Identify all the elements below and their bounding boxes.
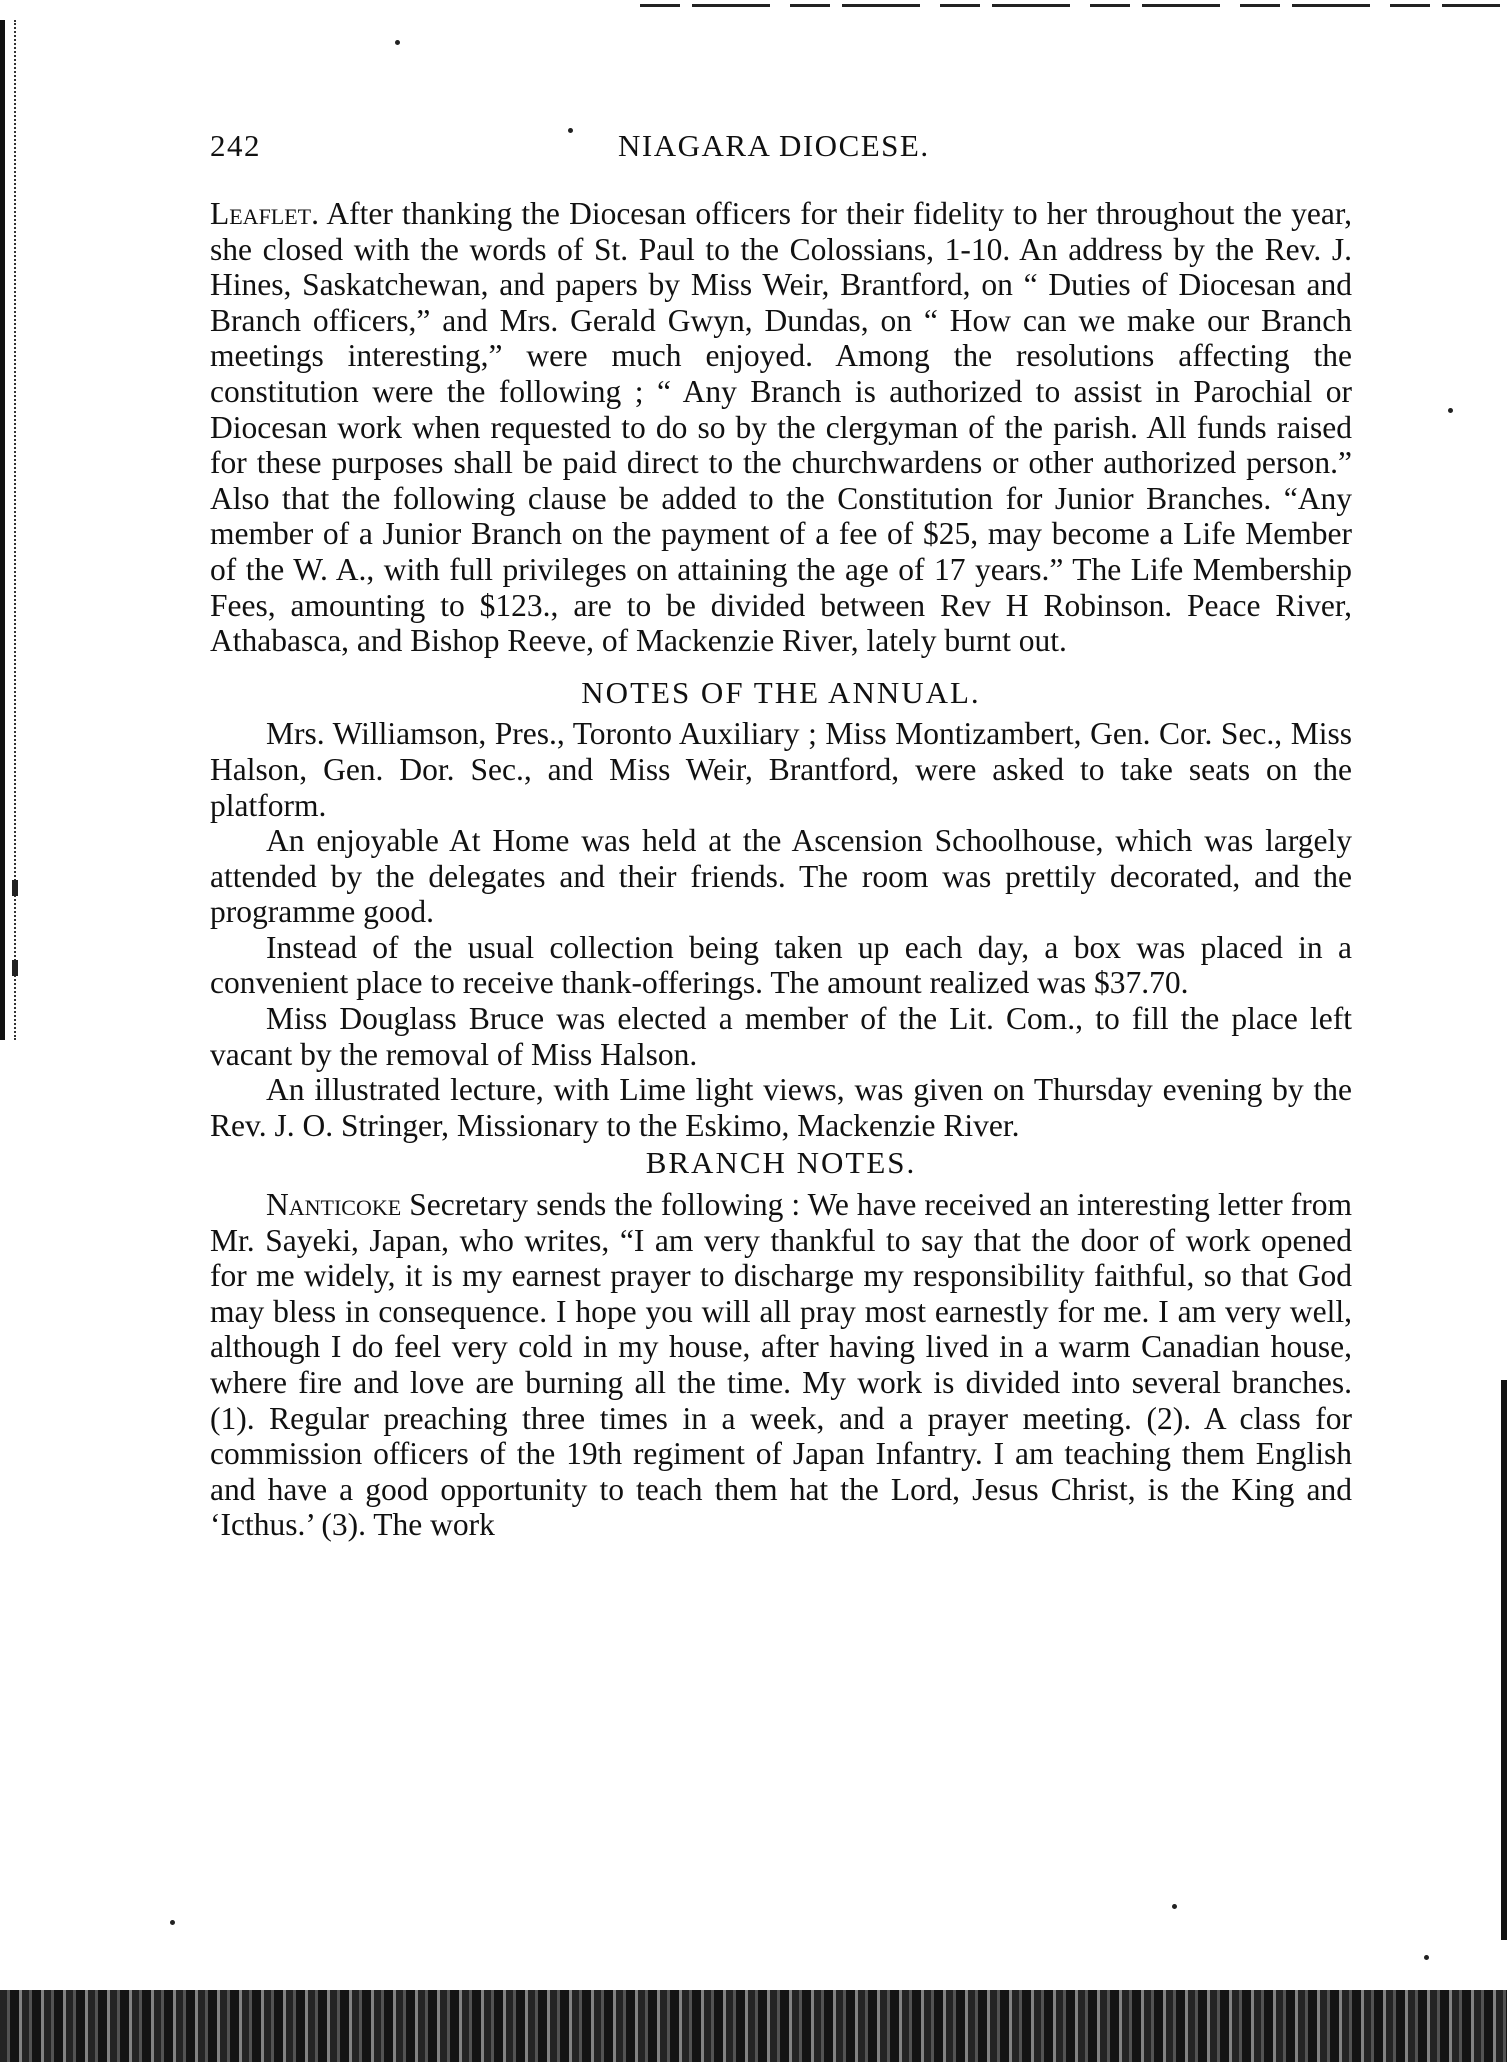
section-heading-branch: BRANCH NOTES. xyxy=(645,1145,917,1181)
running-header xyxy=(210,128,1352,174)
page-body xyxy=(210,196,1352,1543)
scan-right-edge xyxy=(1497,1380,1507,1940)
scan-speck xyxy=(170,1920,175,1925)
opening-paragraph xyxy=(210,196,1352,659)
notes-paragraph: An illustrated lecture, with Lime light views, was given on Thursday evening by the Rev. J. O. Stringer, Missionary to the Eskimo, Mackenzie River. xyxy=(210,1072,1352,1143)
section-heading-notes: NOTES OF THE ANNUAL. xyxy=(581,674,981,710)
notes-paragraph: An enjoyable At Home was held at the Ascension Schoolhouse, which was largely attended by the delegates and their friends. The room was prettily decorated, and the programme good. xyxy=(210,823,1352,930)
scan-margin-mark xyxy=(12,880,18,896)
scan-speck xyxy=(395,40,400,45)
scan-bottom-band xyxy=(0,1990,1507,2062)
scan-speck xyxy=(1448,408,1453,413)
notes-paragraph: Instead of the usual collection being taken up each day, a box was placed in a convenient place to receive thank-offerings. The amount realized was $37.70. xyxy=(210,929,1352,1001)
scan-speck xyxy=(1424,1955,1429,1960)
branch-paragraph xyxy=(210,1187,1352,1543)
paragraph-text: Secretary sends the following : We have received an interesting letter from Mr. Sayeki, Japan, who writes, “I am very thankful to say that the door of work opened for me widely, it is my earnest prayer to discharge my responsibility faithful, so that God may bless in consequence. I hope you will all pray most earnestly for me. I am very well, although I do feel very cold in my house, after having lived in a warm Canadian house, where fire and love are burning all the time. My work is divided into several branches. (1). Regular preaching three times in a week, and a prayer meeting. (2). A class for commission officers of the 19th regiment of Japan Infantry. I am teaching them English and have a good opportunity to teach them hat the Lord, Jesus Christ, is the King and ‘Icthus.’ (3). The work xyxy=(210,1187,1352,1543)
run-in-heading: Leaflet. xyxy=(210,196,319,231)
page-number: 242 xyxy=(210,128,261,163)
run-in-heading: Nanticoke xyxy=(266,1187,402,1223)
paragraph-text: After thanking the Diocesan officers for their fidelity to her throughout the year, she closed with the words of St. Paul to the Colossians, 1-10. An address by the Rev. J. Hines, Saskatchewan, and papers by Miss Weir, Brantford, on “ Duties of Diocesan and Branch officers,” and Mrs. Gerald Gwyn, Dundas, on “ How can we make our Branch meetings interesting,” were much enjoyed. Among the resolutions affecting the constitution were the following ; “ Any Branch is authorized to assist in Parochial or Diocesan work when requested to do so by the clergyman of the parish. All funds raised for these purposes shall be paid direct to the churchwardens or other authorized person.” Also that the following clause be added to the Constitution for Junior Branches. “Any member of a Junior Branch on the payment of a fee of $25, may become a Life Member of the W. A., with full privileges on attaining the age of 17 years.” The Life Membership Fees, amounting to $123., are to be divided between Rev H Robinson. Peace River, Athabasca, and Bishop Reeve, of Mackenzie River, lately burnt out. xyxy=(210,196,1352,659)
running-title: NIAGARA DIOCESE. xyxy=(618,128,930,163)
scan-top-rule xyxy=(640,4,1500,7)
scan-margin-mark xyxy=(12,960,18,976)
notes-paragraph: Miss Douglass Bruce was elected a member of the Lit. Com., to fill the place left vacant by the removal of Miss Halson. xyxy=(210,1001,1352,1072)
scan-speck xyxy=(1172,1904,1177,1909)
notes-paragraph: Mrs. Williamson, Pres., Toronto Auxiliary ; Miss Montizambert, Gen. Cor. Sec., Miss Halson, Gen. Dor. Sec., and Miss Weir, Brantford, were asked to take seats on the platform. xyxy=(210,716,1352,823)
